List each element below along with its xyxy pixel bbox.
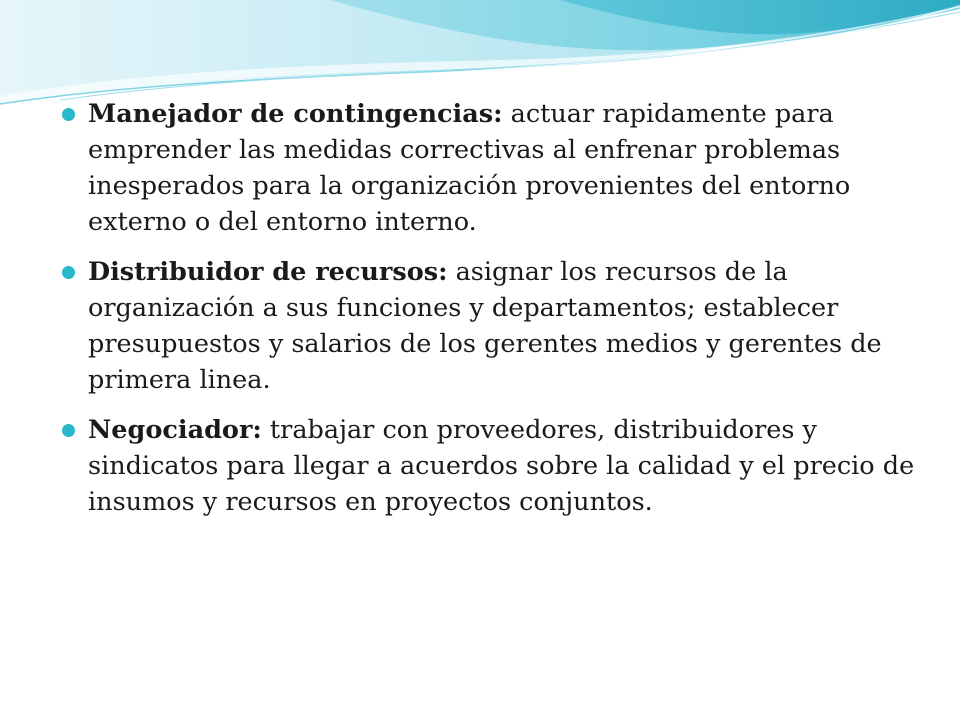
bullet-term: Manejador de contingencias: xyxy=(88,99,503,129)
bullet-text: actuar rapidamente para emprender las medidas correctivas al enfrenar problemas inesperados para la organización provenientes del entorno externo o del entorno interno. xyxy=(88,99,851,237)
bullet-dot-icon xyxy=(62,108,75,121)
bullet-term: Negociador: xyxy=(88,415,262,445)
bullet-text: asignar los recursos de la organización a sus funciones y departamentos; establecer presupuestos y salarios de los gerentes medios y gerentes de primera linea. xyxy=(88,257,882,395)
bullet-item-recursos xyxy=(62,254,922,398)
bullet-item-contingencias xyxy=(62,96,922,240)
bullet-item-negociador xyxy=(62,412,922,520)
bullet-dot-icon xyxy=(62,266,75,279)
bullet-text: trabajar con proveedores, distribuidores y sindicatos para llegar a acuerdos sobre la calidad y el precio de insumos y recursos en proyectos conjuntos. xyxy=(88,415,915,517)
bullet-list xyxy=(62,96,922,534)
bullet-term: Distribuidor de recursos: xyxy=(88,257,448,287)
bullet-dot-icon xyxy=(62,424,75,437)
